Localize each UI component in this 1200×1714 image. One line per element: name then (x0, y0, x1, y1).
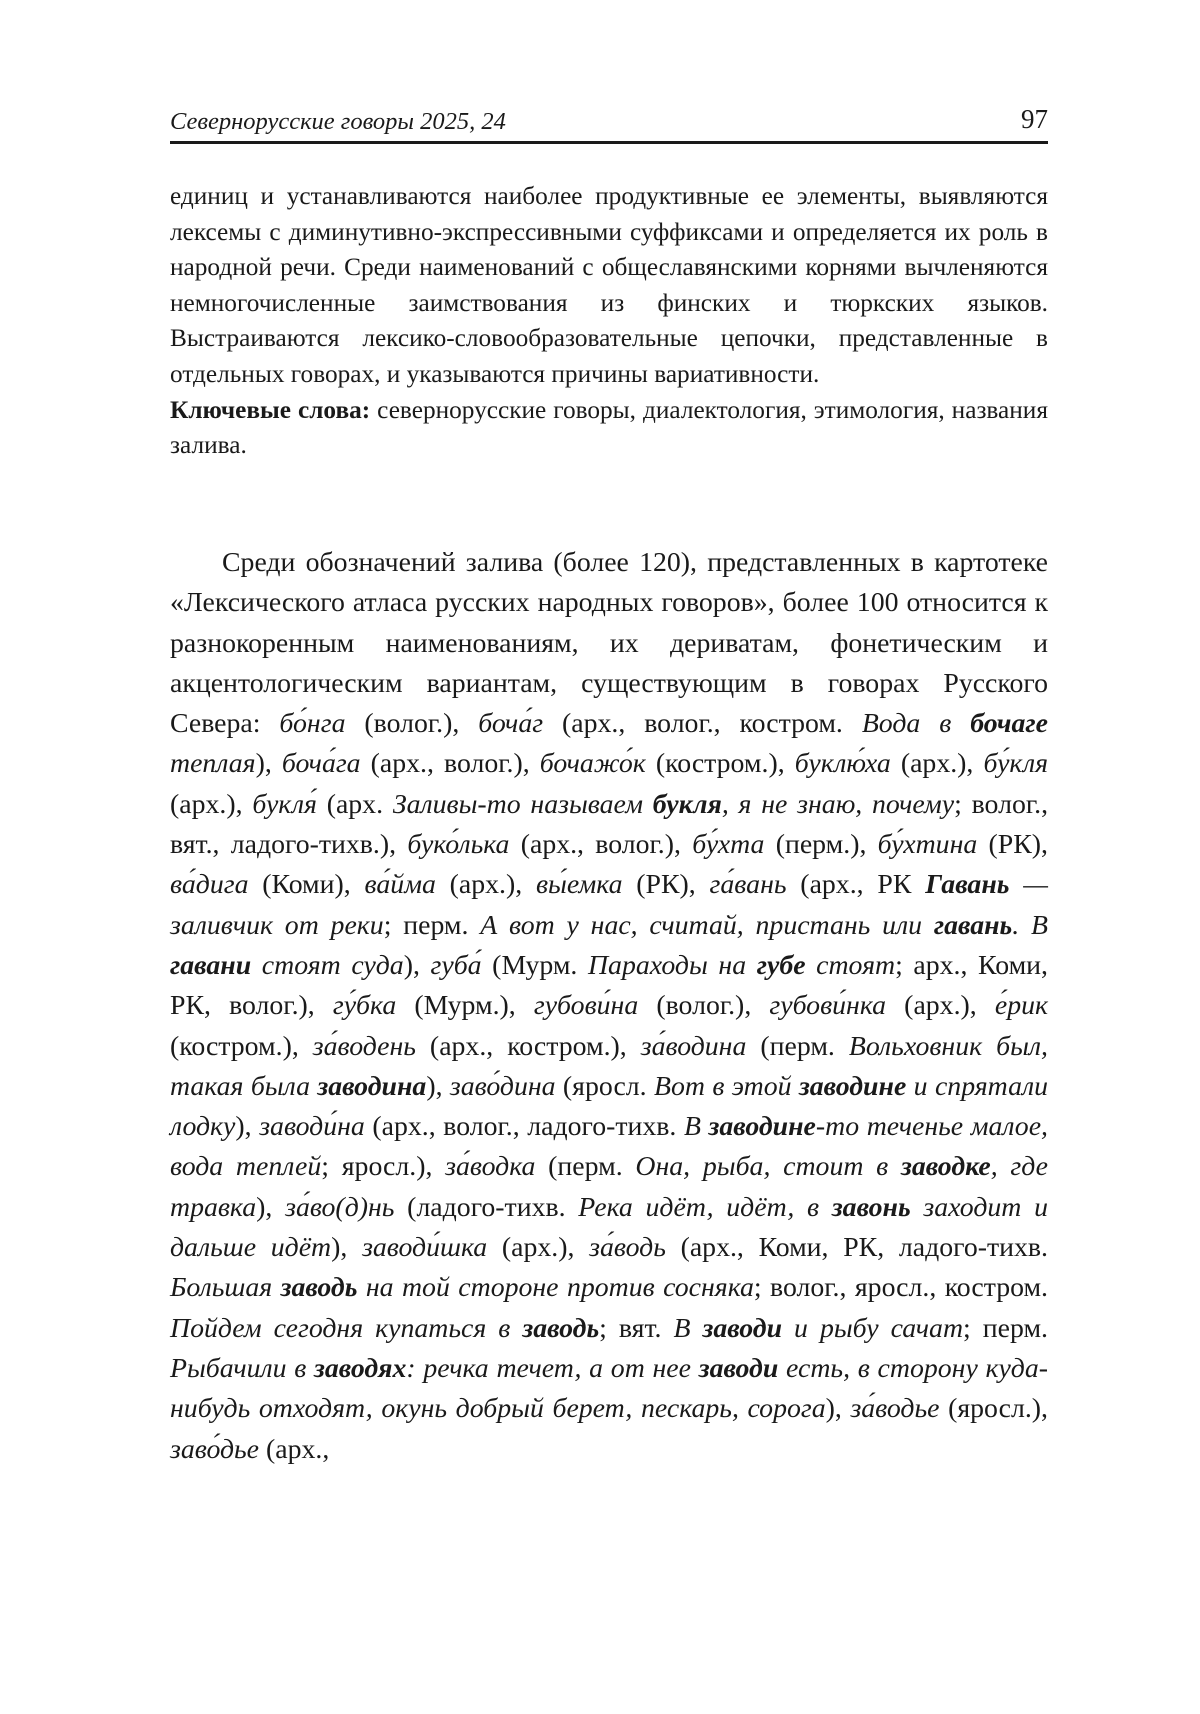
headword-example-bold: заводь (280, 1272, 358, 1304)
italic-segment: га́вань (709, 869, 787, 901)
headword-example-bold: заводине (798, 1070, 907, 1102)
abstract-text: единиц и устанавливаются наиболее продуктивные ее элементы, выявляются лексемы с диминутивно-экспрессивными суффиксами и определяется их роль в народной речи. Среди наименований с общеславянскими корнями вычленяются немногочисленные заимствования из финских и тюркских языков. Выстраиваются лексико-словообразовательные цепочки, представленные в отдельных говорах, и указываются причины вариативности. (170, 182, 1048, 388)
text-segment: (арх., волог.), (509, 829, 693, 861)
italic-segment: заходит и дальше идёт (170, 1191, 1048, 1264)
text-segment: (перм.), (764, 829, 878, 861)
headword-example-bold: заводях (314, 1352, 407, 1384)
italic-segment: губови́нка (769, 990, 887, 1022)
italic-segment: . В (1012, 909, 1048, 941)
main-text (170, 543, 1048, 1470)
italic-segment: Река идёт, идёт, в (578, 1191, 832, 1223)
text-segment: (ладого-тихв. (394, 1191, 579, 1223)
italic-segment: за́водка (445, 1151, 536, 1183)
italic-segment: , я не знаю, почему (721, 788, 955, 820)
italic-segment: Она, рыба, стоит в (635, 1151, 901, 1183)
italic-segment: В (683, 1111, 709, 1143)
italic-segment: губа́ (430, 949, 482, 981)
text-segment: ), (256, 1191, 286, 1223)
italic-segment: гу́бка (332, 990, 397, 1022)
italic-segment: стоят суда (251, 949, 404, 981)
italic-segment: Заливы-то называем (392, 788, 653, 820)
text-segment: (арх., Коми, РК, ладого-тихв. (665, 1232, 1048, 1264)
italic-segment: бу́кля (983, 748, 1049, 780)
headword-example-bold: заводина (317, 1070, 427, 1102)
italic-segment: стоят (805, 949, 896, 981)
italic-segment: , где травка (170, 1151, 1048, 1223)
italic-segment: на той стороне против сосняка (357, 1272, 754, 1304)
keywords-text: севернорусские говоры, диалектология, этимология, названия залива. (170, 395, 1048, 460)
italic-segment: за́водь (589, 1232, 666, 1264)
text-segment: (костром.), (170, 1030, 313, 1062)
text-segment: (РК), (977, 829, 1048, 861)
italic-segment: -то теченье малое, вода теплей (170, 1111, 1048, 1183)
text-segment: ), (235, 1111, 260, 1143)
abstract (170, 179, 1048, 464)
headword-example-bold: бочаге (970, 708, 1049, 740)
text-segment: (арх., волог., костром. (543, 708, 862, 740)
italic-segment: ва́йма (364, 869, 436, 901)
text-segment: ; волог., яросл., костром. (753, 1272, 1049, 1304)
text-segment: (арх., (259, 1433, 330, 1465)
text-segment: ; яросл.), (321, 1151, 446, 1183)
running-header (170, 104, 1048, 144)
headword-example-bold: губе (756, 949, 806, 981)
page-number: 97 (1021, 104, 1048, 134)
italic-segment: теплая (170, 748, 256, 780)
text-segment: (арх., волог., ладого-тихв. (364, 1111, 684, 1143)
italic-segment: бо́нга (279, 708, 346, 740)
italic-segment: губови́на (533, 990, 639, 1022)
headword-example-bold: гавань (933, 909, 1013, 941)
headword-example-bold: завонь (831, 1191, 911, 1223)
italic-segment: Вода в (861, 708, 971, 740)
text-segment: (арх.), (487, 1232, 590, 1264)
italic-segment: ва́дига (170, 869, 249, 901)
text-segment: (волог.), (345, 708, 479, 740)
italic-segment: бочажо́к (539, 748, 646, 780)
text-segment: (арх., волог.), (360, 748, 540, 780)
headword-example-bold: заводине (708, 1111, 816, 1143)
text-segment: (арх.), (170, 788, 253, 820)
italic-segment: — заливчик от реки (170, 869, 1048, 941)
italic-segment: Пойдем сегодня купаться в (170, 1312, 523, 1344)
headword-example-bold: заводь (522, 1312, 600, 1344)
text-segment: (Коми), (248, 869, 365, 901)
text-segment: (Мурм. (481, 949, 588, 981)
italic-segment: за́водень (312, 1030, 416, 1062)
text-segment: ; арх., Коми, РК, волог.), (170, 949, 1048, 1022)
italic-segment: заводи́шка (362, 1232, 488, 1264)
italic-segment: боча́га (281, 748, 361, 780)
keywords-paragraph (170, 393, 1048, 464)
text-segment: (костром.), (645, 748, 795, 780)
italic-segment: Рыбачили в (170, 1352, 315, 1384)
text-segment: (Мурм.), (396, 990, 534, 1022)
italic-segment: заво́дье (170, 1433, 260, 1465)
text-segment: ), (255, 748, 282, 780)
italic-segment: : речка течет, а от нее (406, 1352, 699, 1384)
headword-example-bold: Гавань (925, 869, 1010, 901)
text-segment: ), (403, 949, 431, 981)
text-segment: (РК), (622, 869, 710, 901)
italic-segment: буклю́ха (794, 748, 891, 780)
italic-segment: бу́хта (692, 829, 765, 861)
italic-segment: В (673, 1312, 703, 1344)
italic-segment: за́водина (640, 1030, 747, 1062)
body-paragraph (170, 543, 1048, 1470)
italic-segment: есть, в сторону куда-нибудь отходят, окунь добрый берет, пескарь, сорога (170, 1352, 1048, 1425)
text-segment: (арх., РК (786, 869, 926, 901)
text-segment: ; вят. (599, 1312, 674, 1344)
italic-segment: Параходы на (587, 949, 757, 981)
text-segment: (арх. (316, 788, 393, 820)
italic-segment: за́во(д)нь (285, 1191, 395, 1223)
header-rule (170, 141, 1048, 144)
text-segment: (арх., костром.), (415, 1030, 641, 1062)
italic-segment: Большая (170, 1272, 281, 1304)
text-segment: (перм. (535, 1151, 636, 1183)
text-segment: ; перм. (383, 909, 481, 941)
text-segment: ; перм. (963, 1312, 1048, 1344)
italic-segment: е́рик (994, 990, 1048, 1022)
italic-segment: букля́ (252, 788, 317, 820)
text-segment: (яросл. (555, 1070, 654, 1102)
headword-example-bold: букля (652, 788, 722, 820)
italic-segment: вы́емка (535, 869, 623, 901)
italic-segment: боча́г (478, 708, 544, 740)
text-segment: ), (331, 1232, 363, 1264)
text-segment: ; волог., вят., ладого-тихв.), (170, 788, 1049, 861)
italic-segment: А вот у нас, считай, пристань или (480, 909, 934, 941)
text-segment: (арх.), (435, 869, 536, 901)
headword-example-bold: заводи (698, 1352, 779, 1384)
headword-example-bold: заводке (901, 1151, 991, 1183)
italic-segment: и рыбу сачат (782, 1312, 964, 1344)
text-segment: (яросл.), (939, 1393, 1048, 1425)
journal-title: Севернорусские говоры 2025, 24 (170, 108, 506, 135)
text-segment: (арх.), (890, 748, 984, 780)
text-segment: (перм. (746, 1030, 849, 1062)
italic-segment: заводи́на (259, 1111, 365, 1143)
italic-segment: и спрятали лодку (170, 1070, 1048, 1143)
text-segment: (волог.), (638, 990, 770, 1022)
headword-example-bold: заводи (702, 1312, 783, 1344)
text-segment: ), (426, 1070, 450, 1102)
italic-segment: буко́лька (407, 829, 510, 861)
italic-segment: Вольховник был, такая была (170, 1030, 1048, 1102)
text-segment: (арх.), (886, 990, 995, 1022)
italic-segment: Вот в этой (654, 1070, 799, 1102)
headword-example-bold: гавани (170, 949, 252, 981)
italic-segment: за́водье (850, 1393, 940, 1425)
italic-segment: заво́дина (449, 1070, 556, 1102)
text-segment: Среди обозначений залива (более 120), представленных в картотеке «Лексического атласа русских народных говоров», более 100 относится к разнокоренным наименованиям, их дериватам, фонетическим и акцентологическим вариантам, существующим в говорах Русского Севера: (170, 547, 1048, 740)
italic-segment: бу́хтина (877, 829, 978, 861)
keywords-label: Ключевые слова: (170, 395, 371, 424)
text-segment: ), (825, 1393, 851, 1425)
